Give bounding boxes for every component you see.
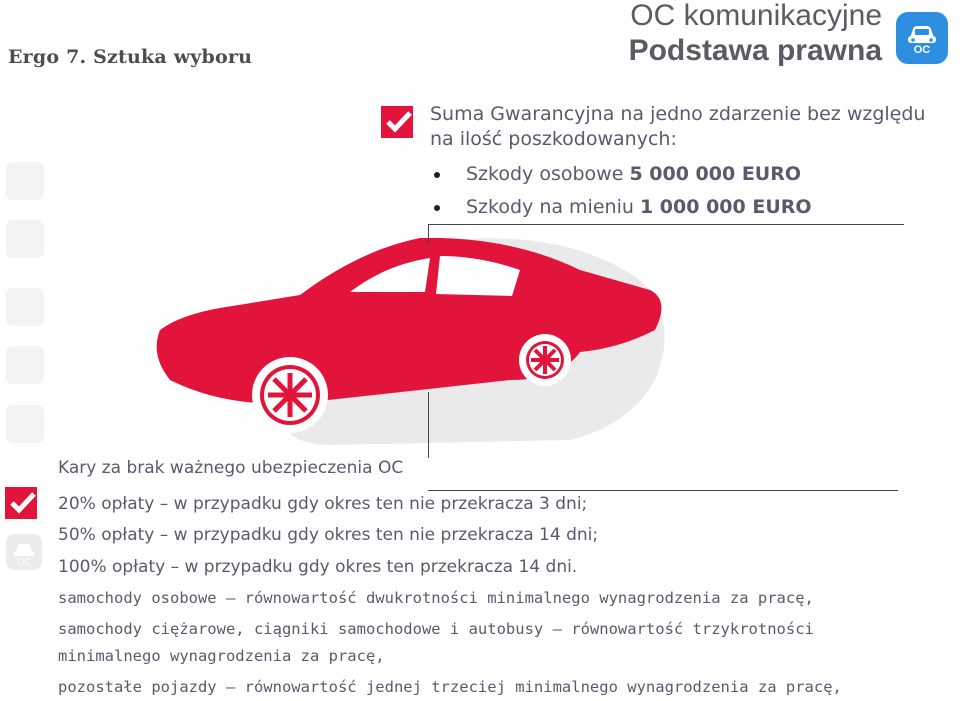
vehicle-rate: samochody ciężarowe, ciągniki samochodowe i autobusy – równowartość trzykrotności	[58, 620, 814, 638]
vehicle-rate-continued: minimalnego wynagrodzenia za pracę,	[58, 647, 385, 665]
checkbox-checked-icon	[380, 105, 414, 139]
car-icon	[896, 12, 948, 64]
bullet-icon	[434, 205, 440, 211]
side-decor-square	[6, 405, 44, 443]
vehicle-rate: samochody osobowe – równowartość dwukrotności minimalnego wynagrodzenia za pracę,	[58, 589, 814, 607]
penalties-heading: Kary za brak ważnego ubezpieczenia OC	[58, 458, 404, 478]
guarantee-sum-block	[430, 102, 950, 228]
connector-line-top-vertical	[428, 224, 429, 244]
penalty-rate: 50% opłaty – w przypadku gdy okres ten nie przekracza 14 dni;	[58, 525, 599, 545]
connector-line-bottom	[428, 490, 898, 491]
checkbox-checked-icon	[4, 486, 38, 520]
penalty-rate: 100% opłaty – w przypadku gdy okres ten przekracza 14 dni.	[58, 557, 578, 577]
side-decor-square	[6, 346, 44, 384]
oc-badge-label: OC	[913, 44, 931, 56]
list-item	[430, 195, 950, 228]
oc-side-badge	[6, 534, 42, 570]
connector-line-bottom-vertical	[428, 392, 429, 458]
item-amount: 1 000 000 EURO	[639, 196, 812, 218]
oc-side-badge-label: OC	[17, 557, 31, 567]
vehicle-rate: pozostałe pojazdy – równowartość jednej trzeciej minimalnego wynagrodzenia za pracę,	[58, 678, 842, 696]
page-title: OC komunikacyjne	[630, 0, 882, 32]
car-illustration	[150, 230, 670, 450]
guarantee-list	[430, 162, 950, 228]
list-item	[430, 162, 950, 195]
item-amount: 5 000 000 EURO	[629, 163, 802, 185]
side-decor-square	[6, 220, 44, 258]
page-subtitle: Podstawa prawna	[628, 34, 882, 67]
penalty-rate: 20% opłaty – w przypadku gdy okres ten nie przekracza 3 dni;	[58, 494, 588, 514]
side-decor-square	[6, 288, 44, 326]
item-label: Szkody na mieniu	[466, 196, 634, 218]
oc-car-badge	[896, 12, 948, 64]
item-label: Szkody osobowe	[466, 163, 624, 185]
bullet-icon	[434, 172, 440, 178]
brand-title: Ergo 7. Sztuka wyboru	[8, 46, 253, 68]
side-decor-square	[6, 162, 44, 200]
guarantee-intro: Suma Gwarancyjna na jedno zdarzenie bez względu na ilość poszkodowanych:	[430, 103, 926, 150]
